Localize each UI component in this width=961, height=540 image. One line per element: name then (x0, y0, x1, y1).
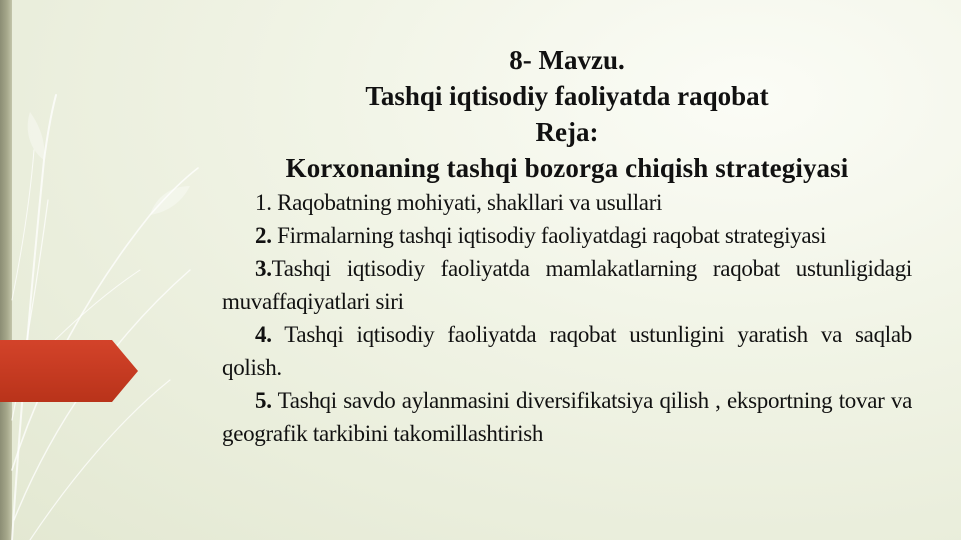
plan-item-3 (222, 252, 912, 318)
plan-item-2 (222, 219, 912, 252)
plan-label: Reja: (535, 117, 599, 147)
topic-number: 8- Mavzu. (509, 45, 625, 75)
plan-item-text: Tashqi savdo aylanmasini diversifikatsiya qilish , eksportning tovar va geografik tarkibini takomillashtirish (222, 388, 912, 446)
plan-subtitle: Korxonaning tashqi bozorga chiqish strategiyasi (285, 153, 849, 183)
plan-item-number: 3. (255, 256, 272, 281)
plan-item-number: 2. (255, 223, 272, 248)
plan-item-text: Tashqi iqtisodiy faoliyatda mamlakatlarning raqobat ustunligidagi muvaffaqiyatlari siri (222, 256, 912, 314)
plan-item-4 (222, 318, 912, 384)
plan-item-number: 5. (255, 388, 272, 413)
red-arrow-shape (0, 340, 138, 402)
topic-title: Tashqi iqtisodiy faoliyatda raqobat (365, 81, 769, 111)
plan-item-5 (222, 384, 912, 450)
plan-item-text: Tashqi iqtisodiy faoliyatda raqobat ustunligini yaratish va saqlab qolish. (222, 322, 912, 380)
plan-item-text: Firmalarning tashqi iqtisodiy faoliyatdagi raqobat strategiyasi (271, 223, 827, 248)
plan-item-text: 1. Raqobatning mohiyati, shakllari va usullari (255, 190, 663, 215)
decorative-plant-lines (0, 0, 230, 540)
plan-item-number: 4. (255, 322, 272, 347)
slide-content (222, 42, 912, 450)
plan-item-1 (222, 186, 912, 219)
